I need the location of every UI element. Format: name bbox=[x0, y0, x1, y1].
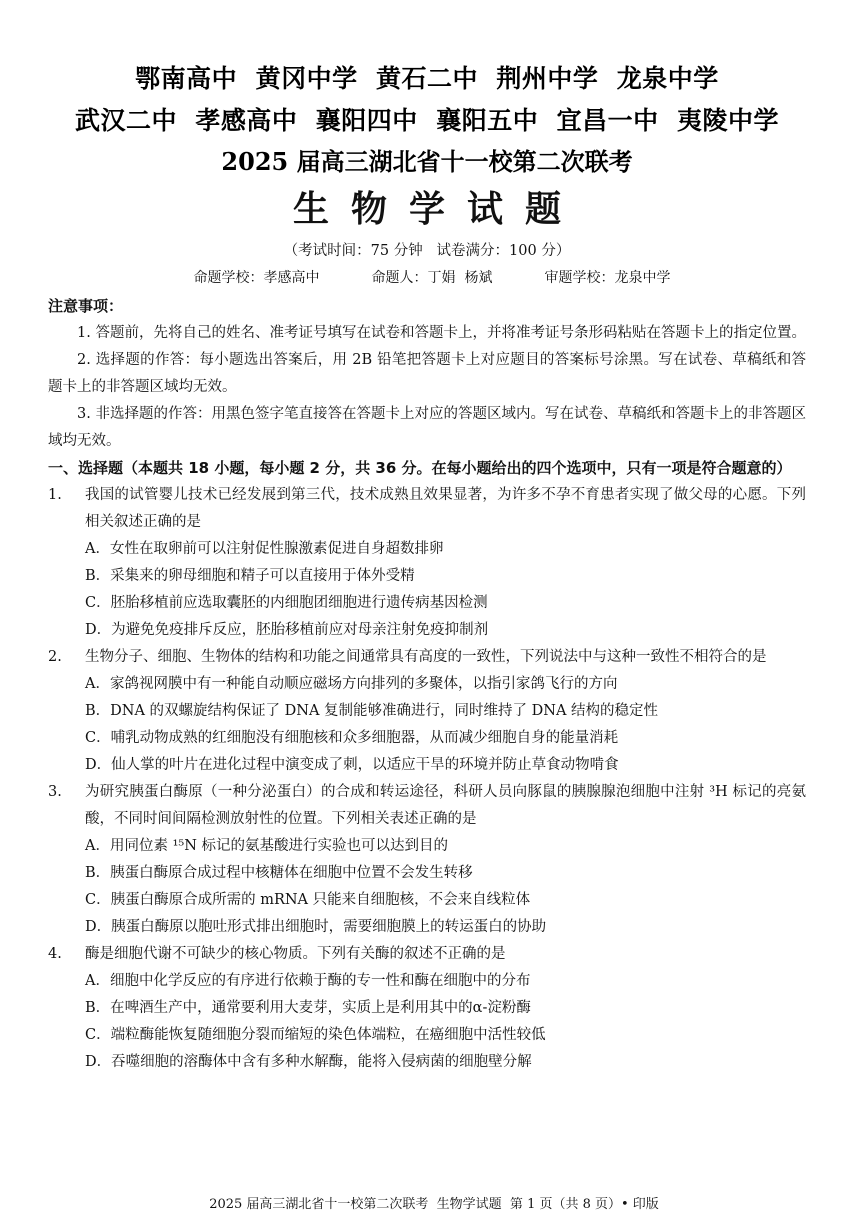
section-heading: 一、选择题（本题共 18 小题，每小题 2 分，共 36 分。在每小题给出的四个选项中，只有一项是符合题意的） bbox=[48, 459, 792, 477]
question-number: 1. bbox=[48, 487, 62, 503]
option-d: D．仙人掌的叶片在进化过程中演变成了刺，以适应干旱的环境并防止草食动物啃食 bbox=[85, 757, 619, 773]
option-c: C．胰蛋白酶原合成所需的 mRNA 只能来自细胞核，不会来自线粒体 bbox=[85, 892, 531, 908]
question-1 bbox=[48, 482, 806, 644]
option-b: B．胰蛋白酶原合成过程中核糖体在细胞中位置不会发生转移 bbox=[85, 865, 473, 881]
question-number: 3. bbox=[48, 784, 62, 800]
question-number: 2. bbox=[48, 649, 62, 665]
question-stem: 生物分子、细胞、生物体的结构和功能之间通常具有高度的一致性，下列说法中与这种一致性不相符合的是 bbox=[85, 649, 767, 665]
option-c: C．胚胎移植前应选取囊胚的内细胞团细胞进行遗传病基因检测 bbox=[85, 595, 488, 611]
schools-line-1: 鄂南高中 黄冈中学 黄石二中 荆州中学 龙泉中学 bbox=[135, 64, 719, 93]
option-d: D．为避免免疫排斥反应，胚胎移植前应对母亲注射免疫抑制剂 bbox=[85, 622, 489, 638]
question-stem: 酶是细胞代谢不可缺少的核心物质。下列有关酶的叙述不正确的是 bbox=[85, 946, 506, 962]
question-number: 4. bbox=[48, 946, 62, 962]
question-4 bbox=[48, 941, 806, 1076]
setter-school: 命题学校：孝感高中 bbox=[193, 270, 320, 286]
notice-item-3: 3. 非选择题的作答：用黑色签字笔直接答在答题卡上对应的答题区域内。写在试卷、草稿纸和答题卡上的非答题区域均无效。 bbox=[48, 406, 806, 449]
page-footer: 2025 届高三湖北省十一校第二次联考 生物学试题 第 1 页（共 8 页）• 印版 bbox=[209, 1197, 659, 1212]
option-a: A．女性在取卵前可以注射促性腺激素促进自身超数排卵 bbox=[85, 541, 444, 557]
schools-line-2: 武汉二中 孝感高中 襄阳四中 襄阳五中 宜昌一中 夷陵中学 bbox=[74, 106, 780, 135]
option-b: B．DNA 的双螺旋结构保证了 DNA 复制能够准确进行，同时维持了 DNA 结构的稳定性 bbox=[85, 703, 659, 719]
exam-info: （考试时间：75 分钟 试卷满分：100 分） bbox=[283, 243, 571, 259]
question-stem: 为研究胰蛋白酶原（一种分泌蛋白）的合成和转运途径，科研人员向豚鼠的胰腺腺泡细胞中注射 ³H 标记的亮氨酸，不同时间间隔检测放射性的位置。下列相关表述正确的是 bbox=[85, 784, 806, 827]
notice-item-1: 1. 答题前，先将自己的姓名、准考证号填写在试卷和答题卡上，并将准考证号条形码粘贴在答题卡上的指定位置。 bbox=[77, 325, 806, 341]
option-a: A．细胞中化学反应的有序进行依赖于酶的专一性和酶在细胞中的分布 bbox=[85, 973, 531, 989]
exam-name: 2025 届高三湖北省十一校第二次联考 bbox=[221, 147, 633, 176]
question-stem: 我国的试管婴儿技术已经发展到第三代，技术成熟且效果显著，为许多不孕不育患者实现了做父母的心愿。下列相关叙述正确的是 bbox=[85, 487, 806, 530]
option-b: B．采集来的卵母细胞和精子可以直接用于体外受精 bbox=[85, 568, 415, 584]
subject-title: 生物学试题 bbox=[292, 189, 583, 230]
setters: 命题人：丁娟 杨斌 bbox=[371, 270, 493, 286]
question-3 bbox=[48, 779, 806, 941]
notice-heading: 注意事项： bbox=[48, 297, 124, 315]
authors-line bbox=[58, 264, 806, 292]
option-b: B．在啤酒生产中，通常要利用大麦芽，实质上是利用其中的α-淀粉酶 bbox=[85, 1000, 531, 1016]
option-c: C．端粒酶能恢复随细胞分裂而缩短的染色体端粒，在癌细胞中活性较低 bbox=[85, 1027, 546, 1043]
option-d: D．胰蛋白酶原以胞吐形式排出细胞时，需要细胞膜上的转运蛋白的协助 bbox=[85, 919, 547, 935]
option-c: C．哺乳动物成熟的红细胞没有细胞核和众多细胞器，从而减少细胞自身的能量消耗 bbox=[85, 730, 619, 746]
option-d: D．吞噬细胞的溶酶体中含有多种水解酶，能将入侵病菌的细胞壁分解 bbox=[85, 1054, 532, 1070]
option-a: A．家鸽视网膜中有一种能自动顺应磁场方向排列的多聚体，以指引家鸽飞行的方向 bbox=[85, 676, 618, 692]
option-a: A．用同位素 ¹⁵N 标记的氨基酸进行实验也可以达到目的 bbox=[85, 838, 449, 854]
notice-item-2: 2. 选择题的作答：每小题选出答案后，用 2B 铅笔把答题卡上对应题目的答案标号涂黑。写在试卷、草稿纸和答题卡上的非答题区域均无效。 bbox=[48, 352, 806, 395]
question-2 bbox=[48, 644, 806, 779]
reviewer-school: 审题学校：龙泉中学 bbox=[544, 270, 671, 286]
